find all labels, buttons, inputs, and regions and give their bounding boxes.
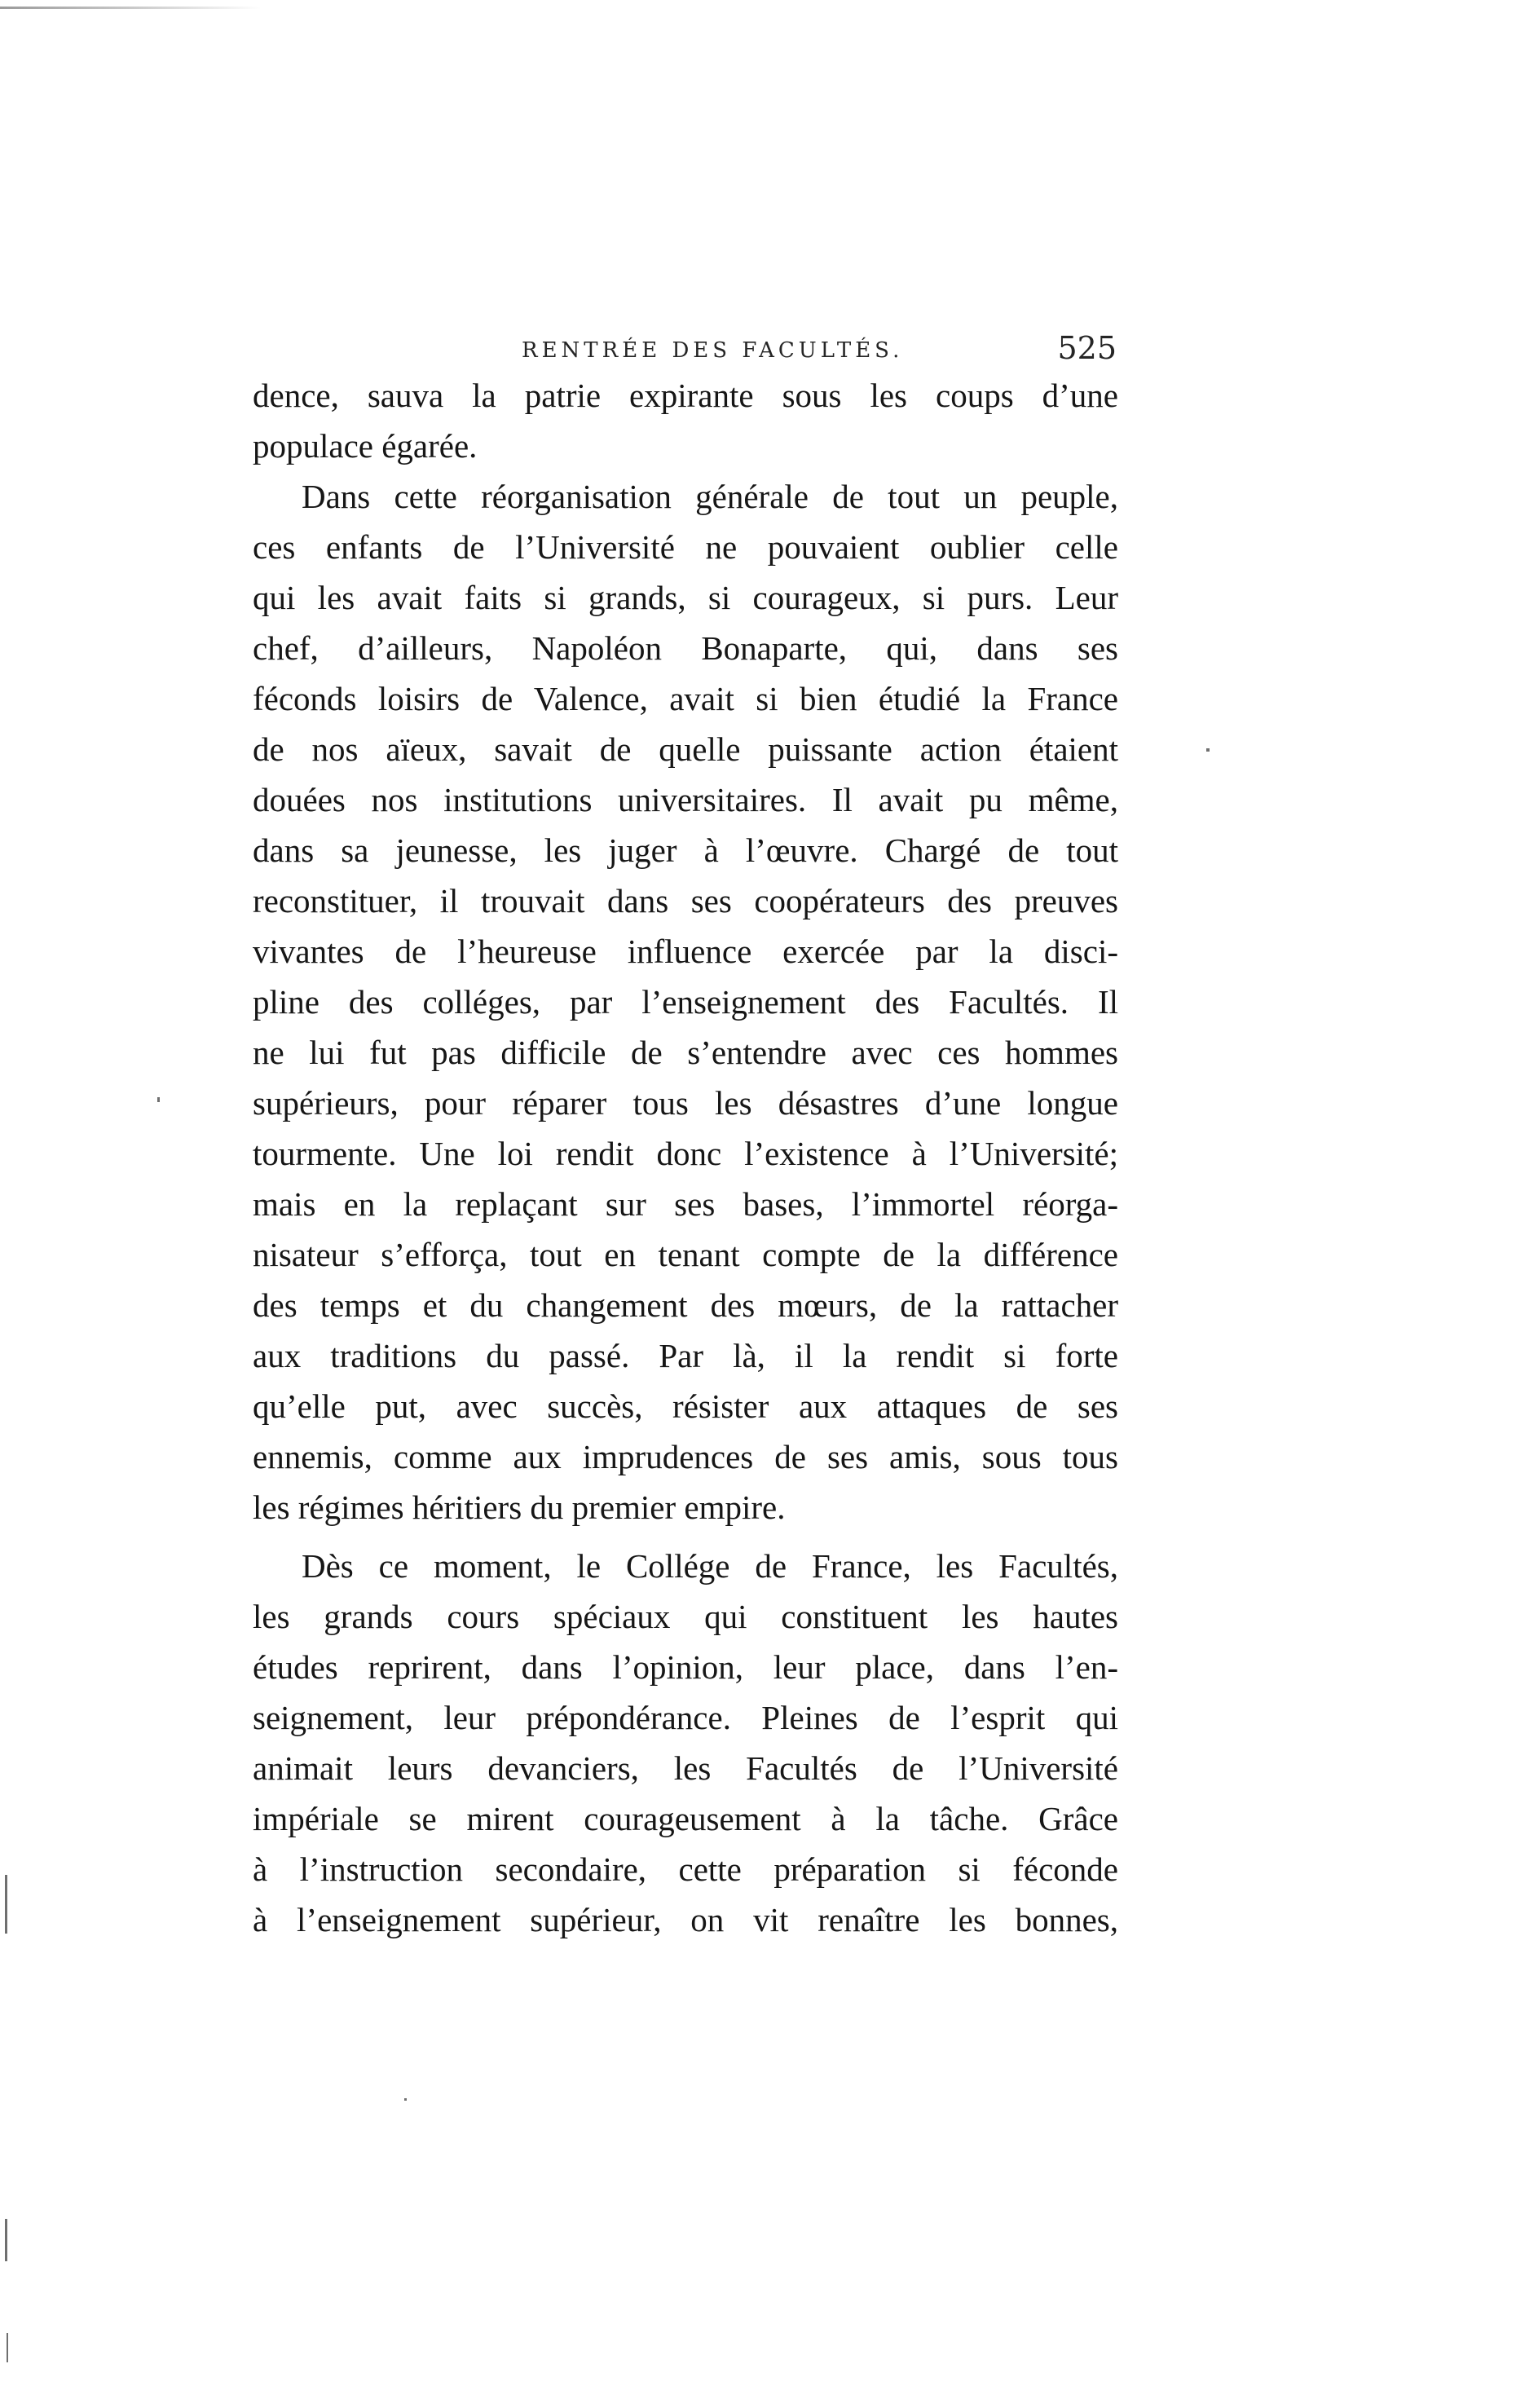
text-line: pline des colléges, par l’enseignement des Facultés. Il (253, 983, 1118, 1021)
text-line: ennemis, comme aux imprudences de ses amis, sous tous (253, 1438, 1118, 1475)
scan-mark (7, 2333, 8, 2362)
text-line: animait leurs devanciers, les Facultés de l’Université (253, 1749, 1118, 1787)
paragraph-first-line: Dans cette réorganisation générale de tout un peuple, (302, 478, 1118, 515)
text-line: de nos aïeux, savait de quelle puissante action étaient (253, 730, 1118, 768)
page-number: 525 (1057, 330, 1117, 366)
text-line: chef, d’ailleurs, Napoléon Bonaparte, qui, dans ses (253, 629, 1118, 667)
text-line: féconds loisirs de Valence, avait si bien étudié la France (253, 680, 1118, 717)
text-line: qu’elle put, avec succès, résister aux attaques de ses (253, 1387, 1118, 1425)
text-line: ces enfants de l’Université ne pouvaient oublier celle (253, 528, 1118, 566)
text-line: les grands cours spéciaux qui constituent les hautes (253, 1598, 1118, 1635)
paragraph-first-line: Dès ce moment, le Collége de France, les Facultés, (302, 1547, 1118, 1585)
text-line: à l’enseignement supérieur, on vit renaître les bonnes, (253, 1901, 1118, 1938)
scan-mark (5, 2219, 7, 2261)
body-text (253, 370, 1118, 1945)
text-line: tourmente. Une loi rendit donc l’existence à l’Université; (253, 1135, 1118, 1172)
scan-mark (5, 1875, 7, 1934)
text-line: dence, sauva la patrie expirante sous les coups d’une (253, 377, 1118, 414)
text-line: études reprirent, dans l’opinion, leur place, dans l’en- (253, 1648, 1118, 1686)
scan-mark (157, 1097, 160, 1102)
text-line: supérieurs, pour réparer tous les désastres d’une longue (253, 1084, 1118, 1122)
text-line: vivantes de l’heureuse influence exercée par la disci- (253, 933, 1118, 970)
running-head (253, 330, 1117, 373)
text-line: dans sa jeunesse, les juger à l’œuvre. Chargé de tout (253, 831, 1118, 869)
text-line: qui les avait faits si grands, si courageux, si purs. Leur (253, 579, 1118, 616)
text-line: seignement, leur prépondérance. Pleines de l’esprit qui (253, 1699, 1118, 1736)
text-line: à l’instruction secondaire, cette préparation si féconde (253, 1850, 1118, 1888)
text-line: des temps et du changement des mœurs, de la rattacher (253, 1286, 1118, 1324)
text-line: reconstituer, il trouvait dans ses coopérateurs des preuves (253, 882, 1118, 920)
scan-mark (404, 2098, 407, 2101)
scan-top-rule (0, 7, 261, 9)
running-title: RENTRÉE DES FACULTÉS. (522, 338, 904, 363)
text-line: douées nos institutions universitaires. Il avait pu même, (253, 781, 1118, 818)
scan-mark (1206, 748, 1210, 752)
text-line: les régimes héritiers du premier empire. (253, 1488, 786, 1526)
text-line: nisateur s’efforça, tout en tenant compte de la différence (253, 1236, 1118, 1273)
text-line: aux traditions du passé. Par là, il la rendit si forte (253, 1337, 1118, 1374)
text-line: populace égarée. (253, 427, 478, 465)
text-line: ne lui fut pas difficile de s’entendre avec ces hommes (253, 1034, 1118, 1071)
text-line: impériale se mirent courageusement à la tâche. Grâce (253, 1800, 1118, 1837)
text-line: mais en la replaçant sur ses bases, l’immortel réorga- (253, 1185, 1118, 1223)
